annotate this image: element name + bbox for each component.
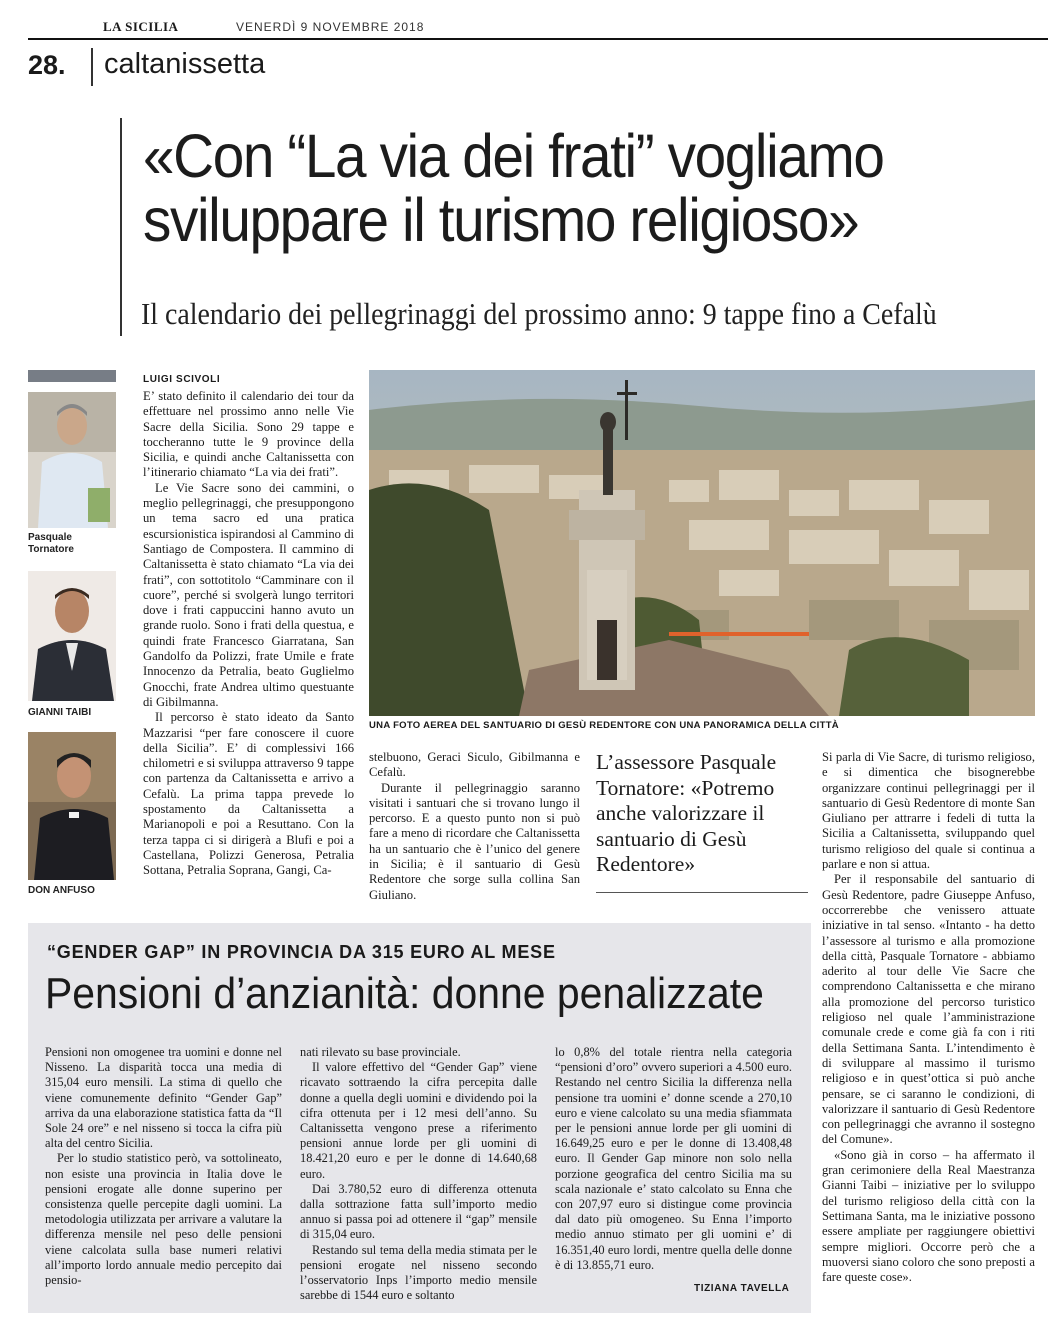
pensions-kicker: “GENDER GAP” IN PROVINCIA DA 315 EURO AL MESE: [47, 942, 556, 962]
article-subheadline: Il calendario dei pellegrinaggi del prossimo anno: 9 tappe fino a Cefalù: [141, 296, 937, 331]
paragraph: Le Vie Sacre sono dei cammini, o meglio pellegrinaggi, che presuppongono un tema sacro ed una pratica escursionistica ispirandosi al Cammino di Santiago de Compostera. Il cammino di Caltanissetta è stato chiamato “La via dei frati”, con sottotitolo “Camminare con il cuore”, perché si svolgerà lungo territori dove i frati cappuccini hanno avuto un grande ruolo. Sono i frati della questua, e quindi frate Francesco Giarratana, San Gandolfo da Polizzi, frate Umile e frate Innocenzo da Petralia, beato Guglielmo Gnocchi, frate Andrea ultimo questuante di Gibilmanna.: [143, 480, 354, 709]
portrait-caption-taibi: GIANNI TAIBI: [28, 707, 92, 718]
pull-quote-rule: [596, 892, 808, 893]
pensions-headline: Pensioni d’anzianità: donne penalizzate: [45, 969, 764, 1018]
paragraph: Durante il pellegrinaggio saranno visitati i santuari che si trovano lungo il percorso. E a questo punto non si può fare a meno di ricordare che Caltanissetta ha un santuario che è l’unico del genere in Sicilia; è il santuario di Gesù Redentore che sorge sulla collina San Giuliano.: [369, 780, 580, 902]
paragraph: Il valore effettivo del “Gender Gap” viene ricavato sottraendo la cifra percepita dalle donne a quella degli uomini e dividendo poi la cifra ottenuta per i 12 mesi dell’anno. Su Caltanissetta vengono prese a riferimento pensioni annue lorde per gli uomini di 18.421,20 euro e per le donne di 14.640,68 euro.: [300, 1060, 537, 1181]
paragraph: Dai 3.780,52 euro di differenza ottenuta dalla sottrazione fatta sull’importo medio annuo si passa poi ad ottenere il “gap” mensile di 315,04 euro.: [300, 1181, 537, 1242]
paragraph: lo 0,8% del totale rientra nella categoria “pensioni d’oro” ovvero superiori a 4.500 euro. Restando nel centro Sicilia la differenza nella pensione tra uomini e’ donne scende a 270,10 euro e viene calcolato su una media sfiammata per le pensioni annue lorde per gli uomini di 16.649,25 euro e per le donne di 13.408,48 euro. Il Gender Gap minore non solo nella porzione geografica del centro Sicilia ma su scala nazionale e’ stato calcolato su Enna che con 207,97 euro si distingue come provincia dal dato più omogeneo. Su Enna l’importo medio annuo stimato per gli uomini e’ di 16.351,40 euro lordi, mentre quella delle donne è di 13.855,71 euro.: [555, 1045, 792, 1272]
sanctuary-aerial-photo: [369, 370, 1035, 716]
issue-date: VENERDÌ 9 NOVEMBRE 2018: [236, 20, 425, 34]
header-rule: [28, 38, 1048, 40]
article-headline: [143, 124, 980, 252]
page-number-divider: [91, 48, 93, 86]
section-name: caltanissetta: [104, 48, 266, 80]
sanctuary-photo-image: [369, 370, 1035, 716]
paragraph: Si parla di Vie Sacre, di turismo religioso, e si dimentica che bisognerebbe organizzare continui pellegrinaggi per il santuario di Gesù Redentore di monte San Giuliano per attrarre i fedeli di tutta la Sicilia a Caltanissetta, sviluppando quel turismo religioso del quale si continua a parlare e non si attua.: [822, 750, 1035, 872]
paragraph: Restando sul tema della media stimata per le pensioni erogate nel nisseno secondo l’osservatorio Inps l’importo medio mensile sarebbe di 1544 euro e soltanto: [300, 1242, 537, 1303]
portrait-caption-anfuso: DON ANFUSO: [28, 885, 95, 896]
pensions-signature: TIZIANA TAVELLA: [694, 1283, 790, 1294]
pensions-column-3: [555, 1045, 792, 1273]
paragraph: Pensioni non omogenee tra uomini e donne nel Nisseno. La disparità tocca una media di 315,04 euro mensili. La stima di quello che viene comunemente definito “Gender Gap” arriva da una elaborazione statistica fatta da “Il Sole 24 ore” e nel nisseno si tocca la cifra più alta del centro Sicilia.: [45, 1045, 282, 1151]
portrait-taibi: [28, 571, 116, 701]
portrait-anfuso: [28, 732, 116, 880]
portrait-tornatore: [28, 392, 116, 528]
pensions-column-2: [300, 1045, 537, 1303]
paragraph: Per lo studio statistico però, va sottolineato, non esiste una provincia in Italia dove le pensioni erogate alle donne superino per consistenza quelle percepite dagli uomini. La metodologia utilizzata per arrivare a valutare la differenza mensile nel peso delle pensioni viene calcolata sulla base numeri relativi all’importo lordo annuale medio percepito dai pensio-: [45, 1151, 282, 1288]
paragraph: stelbuono, Geraci Siculo, Gibilmanna e Cefalù.: [369, 750, 580, 780]
pull-quote: L’assessore Pasquale Tornatore: «Potremo anche valorizzare il santuario di Gesù Redentore»: [596, 750, 777, 876]
portrait-taibi-image: [28, 571, 116, 701]
portrait-column-bar: [28, 370, 116, 382]
portrait-tornatore-image: [28, 392, 116, 528]
paragraph: E’ stato definito il calendario dei tour da effettuare nel prossimo anno nelle Vie Sacre della Sicilia. Sono 29 tappe e toccheranno tutte le 9 province della Sicilia, e quindi anche Caltanissetta con l’itinerario chiamato “La via dei frati”.: [143, 389, 354, 480]
newspaper-masthead: LA SICILIA: [103, 19, 179, 34]
article-column-1: [143, 389, 354, 879]
paragraph: Per il responsabile del santuario di Gesù Redentore, padre Giuseppe Anfuso, occorrerebbe che venissero attuate iniziative in tal senso. «Intanto - ha detto l’assessore al turismo e alla promozione della città, Pasquale Tornatore - abbiamo aderito al tour delle Vie Sacre che comprendono Caltanissetta e che mirano alla promozione del percorso turistico religioso nel quale l’amministrazione comunale crede e come già fa con i riti della Settimana Santa. L’intendimento è di sviluppare al massimo il turismo religioso e in quest’ottica si può anche pensare, se ci saranno le condizioni, di valorizzare il santuario di Gesù Redentore con pellegrinaggi che avranno il sostegno del Comune».: [822, 872, 1035, 1147]
page-number: 28.: [28, 50, 66, 80]
pensions-column-1: [45, 1045, 282, 1288]
article-column-3: [822, 750, 1035, 1285]
portrait-caption-tornatore: Pasquale Tornatore: [28, 532, 74, 555]
photo-caption: UNA FOTO AEREA DEL SANTUARIO DI GESÙ REDENTORE CON UNA PANORAMICA DELLA CITTÀ: [369, 720, 839, 731]
article-byline: LUIGI SCIVOLI: [143, 374, 221, 385]
headline-side-rule: [120, 118, 122, 336]
portrait-anfuso-image: [28, 732, 116, 880]
headline-line-1: «Con “La via dei frati” vogliamo: [143, 122, 884, 190]
paragraph: Il percorso è stato ideato da Santo Mazzarisi “per fare conoscere il cuore della Sicilia”. E’ di complessivi 166 chilometri e si sviluppa attraverso 9 tappe con partenza da Caltanissetta e arrivo a Cefalù. La prima tappa prevede lo spostamento da Caltanissetta a Marianopoli e poi a Resuttano. Con la terza tappa ci si dirigerà a Blufi e poi a Castellana, Polizzi Generosa, Petralia Sottana, Petralia Soprana, Gangi, Ca-: [143, 710, 354, 878]
paragraph: nati rilevato su base provinciale.: [300, 1045, 461, 1059]
headline-line-2: sviluppare il turismo religioso»: [143, 186, 859, 254]
article-column-2: [369, 750, 580, 903]
paragraph: «Sono già in corso – ha affermato il gran cerimoniere della Real Maestranza Gianni Taibi – iniziative per lo sviluppo del turismo religioso della città con la Settimana Santa, ma le iniziative possono essere ampliate per raggiungere obiettivi sempre migliori. Occorre però che a muoversi siano coloro che sono preposti a fare queste cose».: [822, 1147, 1035, 1285]
